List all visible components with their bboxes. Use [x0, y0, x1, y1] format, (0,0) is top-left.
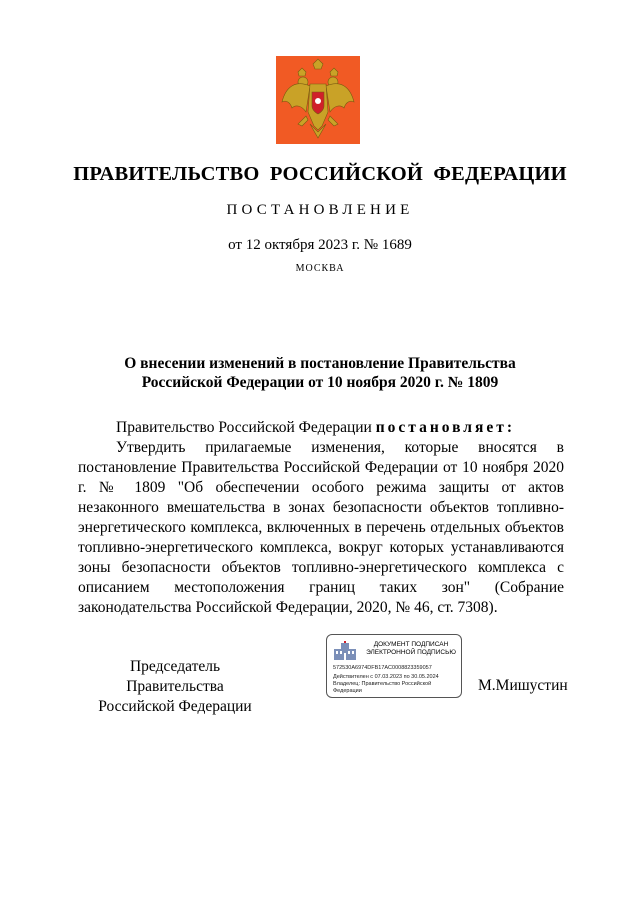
stamp-heading — [363, 641, 459, 657]
city-name: МОСКВА — [295, 263, 345, 274]
certificate-serial: 572530A6974DFB17AC0008823359057 — [333, 665, 432, 671]
signatory-position-line-1: Председатель Правительства — [126, 658, 224, 695]
stamp-heading-line-2: ЭЛЕКТРОННОЙ ПОДПИСЬЮ — [366, 649, 456, 656]
document-title-line-1: О внесении изменений в постановление Правительства — [124, 355, 516, 372]
document-type: ПОСТАНОВЛЕНИЕ — [226, 202, 414, 218]
signatory-name: М.Мишустин — [478, 677, 568, 694]
signatory-position — [80, 657, 270, 717]
certificate-owner-line-2: Федерации — [333, 688, 362, 694]
electronic-signature-stamp — [326, 634, 462, 698]
decree-paragraph: Утвердить прилагаемые изменения, которые вносятся в постановление Правительства Российской Федерации от 10 ноября 2020 г. № 1809 "Об обеспечении особого режима защиты от актов незаконного вмешательства в зонах безопасности объектов топливно-энергетического комплекса, включенных в перечень отдельных объектов топливно-энергетического комплекса, вокруг которых устанавливаются зоны безопасности объектов топливно-энергетического комплекса с описанием местоположения границ таких зон" (Собрание законодательства Российской Федерации, 2020, № 46, ст. 7308). — [78, 439, 564, 616]
coat-of-arms-emblem — [276, 56, 360, 144]
decree-verb: постановляет: — [375, 419, 516, 436]
certificate-validity: Действителен с 07.03.2023 по 30.05.2024 — [333, 674, 439, 680]
signatory-position-line-2: Российской Федерации — [98, 698, 252, 715]
document-title-line-2: Российской Федерации от 10 ноября 2020 г. № 1809 — [141, 374, 499, 391]
decree-date-number: от 12 октября 2023 г. № 1689 — [228, 237, 412, 253]
certificate-owner-line-1: Владелец: Правительство Российской — [333, 681, 432, 687]
stamp-heading-line-1: ДОКУМЕНТ ПОДПИСАН — [373, 641, 449, 648]
government-building-icon — [333, 641, 357, 661]
certificate-owner — [333, 681, 431, 695]
decree-intro-text: Правительство Российской Федерации — [116, 419, 376, 436]
government-name: ПРАВИТЕЛЬСТВО РОССИЙСКОЙ ФЕДЕРАЦИИ — [73, 163, 567, 185]
double-headed-eagle-icon — [276, 56, 360, 144]
document-title — [0, 354, 640, 392]
decree-intro — [78, 418, 564, 438]
